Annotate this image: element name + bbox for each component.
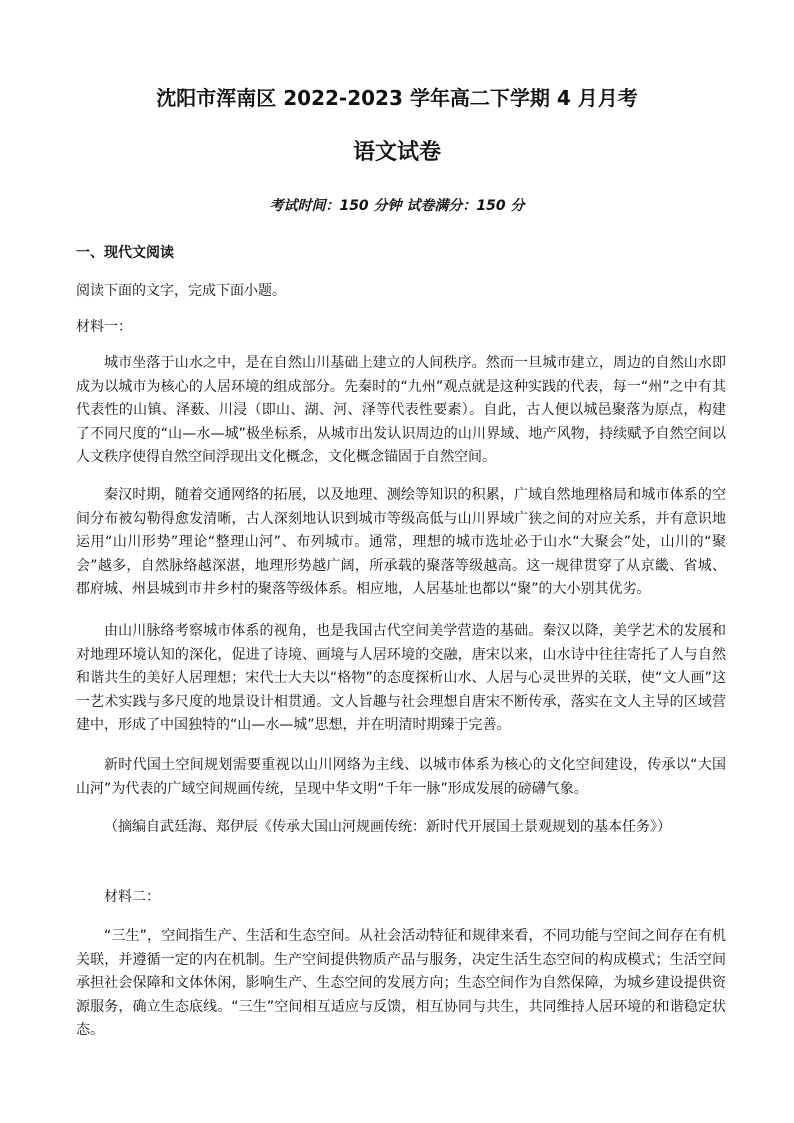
material-one-label: 材料一： xyxy=(76,319,132,335)
material-two-label: 材料二： xyxy=(104,889,160,905)
material-one-paragraph: 城市坐落于山水之中，是在自然山川基础上建立的人间秩序。然而一旦城市建立，周边的自然山水即成为以城市为核心的人居环境的组成部分。先秦时的“九州”观点就是这种实践的代表，每一“州”之中有其代表性的山镇、泽薮、川浸（即山、湖、河、泽等代表性要素）。自此，古人便以城邑聚落为原点，构建了不同尺度的“山—水—城”极坐标系，从城市出发认识周边的山川界域、地产风物，持续赋予自然空间以人文秩序使得自然空间浮现出文化概念，文化概念锚固于自然空间。 xyxy=(76,355,726,465)
material-two-paragraph: “三生”，空间指生产、生活和生态空间。从社会活动特征和规律来看，不同功能与空间之间存在有机关联，并遵循一定的内在机制。生产空间提供物质产品与服务，决定生活生态空间的构成模式；生活空间承担社会保障和文体休闲，影响生产、生态空间的发展方向；生态空间作为自然保障，为城乡建设提供资源服务，确立生态底线。“三生”空间相互适应与反馈，相互协同与共生，共同维持人居环境的和谐稳定状态。 xyxy=(76,928,726,1038)
exam-time-and-score: 考试时间：150 分钟 试卷满分：150 分 xyxy=(269,198,525,214)
material-one-paragraph: 秦汉时期，随着交通网络的拓展，以及地理、测绘等知识的积累，广域自然地理格局和城市体系的空间分布被勾勒得愈发清晰，古人深刻地认识到城市等级高低与山川界域广狭之间的对应关系，并有意识地运用“山川形势”理论“整理山河”、布列城市。通常，理想的城市选址必于山水“大聚会”处，山川的“聚会”越多，自然脉络越深湛，地理形势越广阔，所承载的聚落等级越高。这一规律贯穿了从京畿、省城、郡府城、州县城到市井乡村的聚落等级体系。相应地，人居基址也都以“聚”的大小别其优劣。 xyxy=(76,487,726,597)
reading-instruction: 阅读下面的文字，完成下面小题。 xyxy=(76,283,286,299)
material-one-paragraph: 由山川脉络考察城市体系的视角，也是我国古代空间美学营造的基础。秦汉以降，美学艺术的发展和对地理环境认知的深化，促进了诗境、画境与人居环境的交融，唐宋以来，山水诗中往往寄托了人与自然和谐共生的美好人居理想；宋代士大夫以“格物”的态度探析山水、人居与心灵世界的关联，使“文人画”这一艺术实践与多尺度的地景设计相贯通。文人旨趣与社会理想自唐宋不断传承，落实在文人主导的区域营建中，形成了中国独特的“山—水—城”思想，并在明清时期臻于完善。 xyxy=(76,623,726,733)
material-one-citation: （摘编自武廷海、郑伊辰《传承大国山河规画传统：新时代开展国土景观规划的基本任务》） xyxy=(104,819,671,835)
exam-subtitle: 语文试卷 xyxy=(352,140,441,165)
material-one-paragraph: 新时代国土空间规划需要重视以山川网络为主线、以城市体系为核心的文化空间建设，传承以“大国山河”为代表的广域空间规画传统，呈现中华文明“千年一脉”形成发展的磅礴气象。 xyxy=(76,757,726,797)
section-heading: 一、现代文阅读 xyxy=(76,245,174,261)
exam-title: 沈阳市浑南区 2022-2023 学年高二下学期 4 月月考 xyxy=(156,86,638,110)
